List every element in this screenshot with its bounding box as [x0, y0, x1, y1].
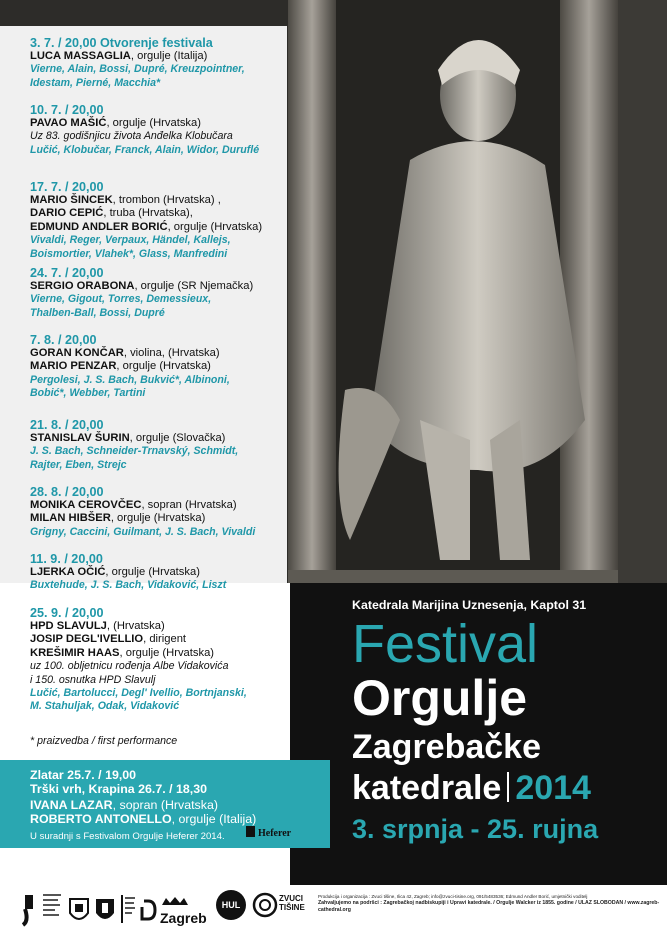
- title-festival: Festival: [352, 614, 539, 674]
- zvuci-tisine-logo: [252, 890, 308, 922]
- performer-role: , orgulje (Hrvatska): [167, 220, 263, 233]
- extra-concert-line1: Zlatar 25.7. / 19,00: [30, 768, 137, 782]
- extra-performer-name: ROBERTO ANTONELLO: [30, 812, 172, 826]
- program-event: [30, 606, 320, 714]
- performer-role: , orgulje (Hrvatska): [106, 117, 201, 129]
- event-performer: [30, 499, 320, 512]
- event-date: 21. 8. / 20,00: [30, 418, 104, 432]
- performer-role: , sopran (Hrvatska): [141, 499, 237, 511]
- ministry-text-icon: [42, 891, 62, 927]
- title-katedrale-text: katedrale: [352, 769, 502, 807]
- performer-role: , orgulje (Hrvatska): [119, 646, 215, 659]
- performer-name: EDMUND ANDLER BORIĆ: [30, 220, 168, 233]
- event-performer: [30, 647, 320, 660]
- program-event: [30, 552, 320, 593]
- event-date: 25. 9. / 20,00: [30, 606, 104, 620]
- cooperation-note: U suradnji s Festivalom Orgulje Heferer 2014.: [30, 831, 225, 842]
- event-performer: [30, 221, 320, 234]
- event-works: Vierne, Alain, Bossi, Dupré, Kreuzpointner,: [30, 63, 245, 76]
- event-works: Boismortier, Vlahek*, Glass, Manfredini: [30, 247, 228, 260]
- event-date: 7. 8. / 20,00: [30, 333, 97, 347]
- performer-name: PAVAO MAŠIĆ: [30, 117, 107, 129]
- venue: Katedrala Marijina Uznesenja, Kaptol 31: [352, 598, 587, 612]
- title-katedrale: [352, 768, 591, 808]
- culture-office-icon: [120, 891, 136, 927]
- ministry-logo-icon: [22, 891, 40, 927]
- extra-concert-line2: Trški vrh, Krapina 26.7. / 18,30: [30, 782, 208, 796]
- credits-line2: Zahvaljujemo na podršci : Zagrebačkoj nadbiskupiji i Upravi katedrale. / Orgulje Walcker iz 1855. godine / ULAZ SLOBODAN / www.zagreb-cathedral.org: [318, 900, 660, 913]
- event-performer: [30, 207, 320, 220]
- zvuci-tisine-text: ZVUCI TIŠINE: [279, 894, 305, 912]
- hul-logo: [216, 890, 246, 920]
- performer-name: HPD SLAVULJ: [30, 620, 107, 632]
- performer-name: LJERKA OČIĆ: [30, 566, 106, 578]
- performer-name: GORAN KONČAR: [30, 347, 124, 359]
- zagreb-crown-icon: [160, 896, 190, 906]
- event-performer: [30, 620, 320, 633]
- event-works: Rajter, Eben, Strejc: [30, 458, 127, 471]
- event-works: J. S. Bach, Schneider-Trnavský, Schmidt,: [30, 445, 239, 458]
- hul-logo-text: HUL: [221, 900, 241, 910]
- event-performer: [30, 117, 320, 130]
- performer-name: SERGIO ORABONA: [30, 280, 135, 292]
- title-zagrebacke: Zagrebačke: [352, 728, 541, 766]
- event-date: 28. 8. / 20,00: [30, 485, 104, 499]
- event-works: Grigny, Caccini, Guilmant, J. S. Bach, Vivaldi: [30, 525, 256, 538]
- performer-name: LUCA MASSAGLIA: [30, 50, 131, 62]
- event-works: Thalben-Ball, Bossi, Dupré: [30, 306, 165, 319]
- event-works: Lučić, Klobučar, Franck, Alain, Widor, Duruflé: [30, 143, 260, 156]
- performer-role: , orgulje (Hrvatska): [105, 566, 200, 578]
- zagreb-logo: [160, 893, 212, 926]
- title-divider: [507, 772, 509, 802]
- performer-role: , truba (Hrvatska),: [103, 207, 193, 220]
- event-works: Vierne, Gigout, Torres, Demessieux,: [30, 293, 212, 306]
- event-note: uz 100. obljetnicu rođenja Albe Vidakovića: [30, 660, 229, 673]
- performer-name: JOSIP DEGL'IVELLIO: [30, 633, 144, 646]
- extra-performer-role: , sopran (Hrvatska): [112, 798, 218, 812]
- extra-performer-role: , orgulje (Italija): [171, 812, 257, 826]
- event-works: Lučić, Bartolucci, Degl' Ivellio, Bortnjanski,: [30, 687, 247, 700]
- zagreb-logo-text: Zagreb: [160, 910, 207, 926]
- event-works: Pergolesi, J. S. Bach, Bukvić*, Albinoni,: [30, 373, 230, 386]
- performer-name: KREŠIMIR HAAS: [30, 646, 120, 659]
- event-performer: [30, 432, 320, 445]
- event-date: 11. 9. / 20,00: [30, 552, 103, 566]
- program-event: [30, 266, 320, 320]
- performer-name: MILAN HIBŠER: [30, 512, 111, 525]
- program-event: [30, 333, 320, 401]
- d-logo-icon: [139, 891, 157, 927]
- festival-dates: 3. srpnja - 25. rujna: [352, 814, 599, 844]
- event-note: Uz 83. godišnjicu života Anđelka Klobučara: [30, 130, 233, 143]
- event-works: M. Stahuljak, Odak, Vidaković: [30, 700, 180, 713]
- performer-role: , orgulje (Slovačka): [129, 432, 226, 444]
- event-performer: [30, 360, 320, 373]
- performer-role: , orgulje (Hrvatska): [110, 512, 206, 525]
- program-event: [30, 180, 320, 261]
- event-date: 10. 7. / 20,00: [30, 103, 104, 117]
- event-performer: [30, 633, 320, 646]
- performer-role: , orgulje (Hrvatska): [116, 360, 211, 373]
- performer-role: , dirigent: [143, 633, 187, 646]
- title-year: 2014: [515, 769, 591, 807]
- event-performer: [30, 280, 320, 293]
- credits: [318, 894, 663, 913]
- program-event: [30, 103, 320, 157]
- title-orgulje: Orgulje: [352, 670, 528, 726]
- event-works: Buxtehude, J. S. Bach, Vidaković, Liszt: [30, 579, 227, 592]
- performer-name: MARIO ŠINCEK: [30, 194, 113, 206]
- event-date: 17. 7. / 20,00: [30, 180, 104, 194]
- event-works: Bobić*, Webber, Tartini: [30, 387, 146, 400]
- city-arms-icon: [94, 891, 116, 927]
- performer-name: DARIO CEPIĆ: [30, 207, 104, 220]
- credits-line1: Produkcija i organizacija : Zvuci tišine, Ilica 42, Zagreb; info@zvuci-tisine.org, 091/5483536; Edmund Andler Borić, umjetnički voditelj: [318, 894, 588, 899]
- program-event: [30, 36, 320, 90]
- footnote: * praizvedba / first performance: [30, 735, 178, 747]
- performer-name: MONIKA CEROVČEC: [30, 499, 142, 511]
- performer-role: , orgulje (Italija): [130, 50, 208, 62]
- extra-performer-2: [30, 812, 256, 826]
- zvuci-tisine-circle-icon: [252, 892, 278, 918]
- footer: [0, 885, 667, 939]
- event-works: Idestam, Pierné, Macchia*: [30, 76, 161, 89]
- performer-name: STANISLAV ŠURIN: [30, 432, 130, 444]
- event-performer: [30, 347, 320, 360]
- coat-of-arms-icon: [68, 891, 90, 927]
- heferer-mark-icon: [246, 826, 255, 837]
- event-date: 24. 7. / 20,00: [30, 266, 104, 280]
- event-performer: [30, 566, 320, 579]
- performer-role: , orgulje (SR Njemačka): [134, 280, 254, 292]
- event-date: 3. 7. / 20,00 Otvorenje festivala: [30, 36, 213, 50]
- performer-name: MARIO PENZAR: [30, 360, 117, 373]
- heferer-logo-text: Heferer: [258, 828, 292, 839]
- extra-performer-1: [30, 798, 218, 812]
- performer-role: , violina, (Hrvatska): [123, 347, 220, 359]
- event-works: Vivaldi, Reger, Verpaux, Händel, Kallejs,: [30, 234, 231, 247]
- event-note: i 150. osnutka HPD Slavulj: [30, 673, 156, 686]
- performer-role: , trombon (Hrvatska) ,: [112, 194, 221, 206]
- program-event: [30, 485, 320, 539]
- extra-performer-name: IVANA LAZAR: [30, 798, 113, 812]
- event-performer: [30, 50, 320, 63]
- event-performer: [30, 194, 320, 207]
- performer-role: , (Hrvatska): [106, 620, 165, 632]
- program-event: [30, 418, 320, 472]
- event-performer: [30, 512, 320, 525]
- heferer-logo: [246, 826, 291, 839]
